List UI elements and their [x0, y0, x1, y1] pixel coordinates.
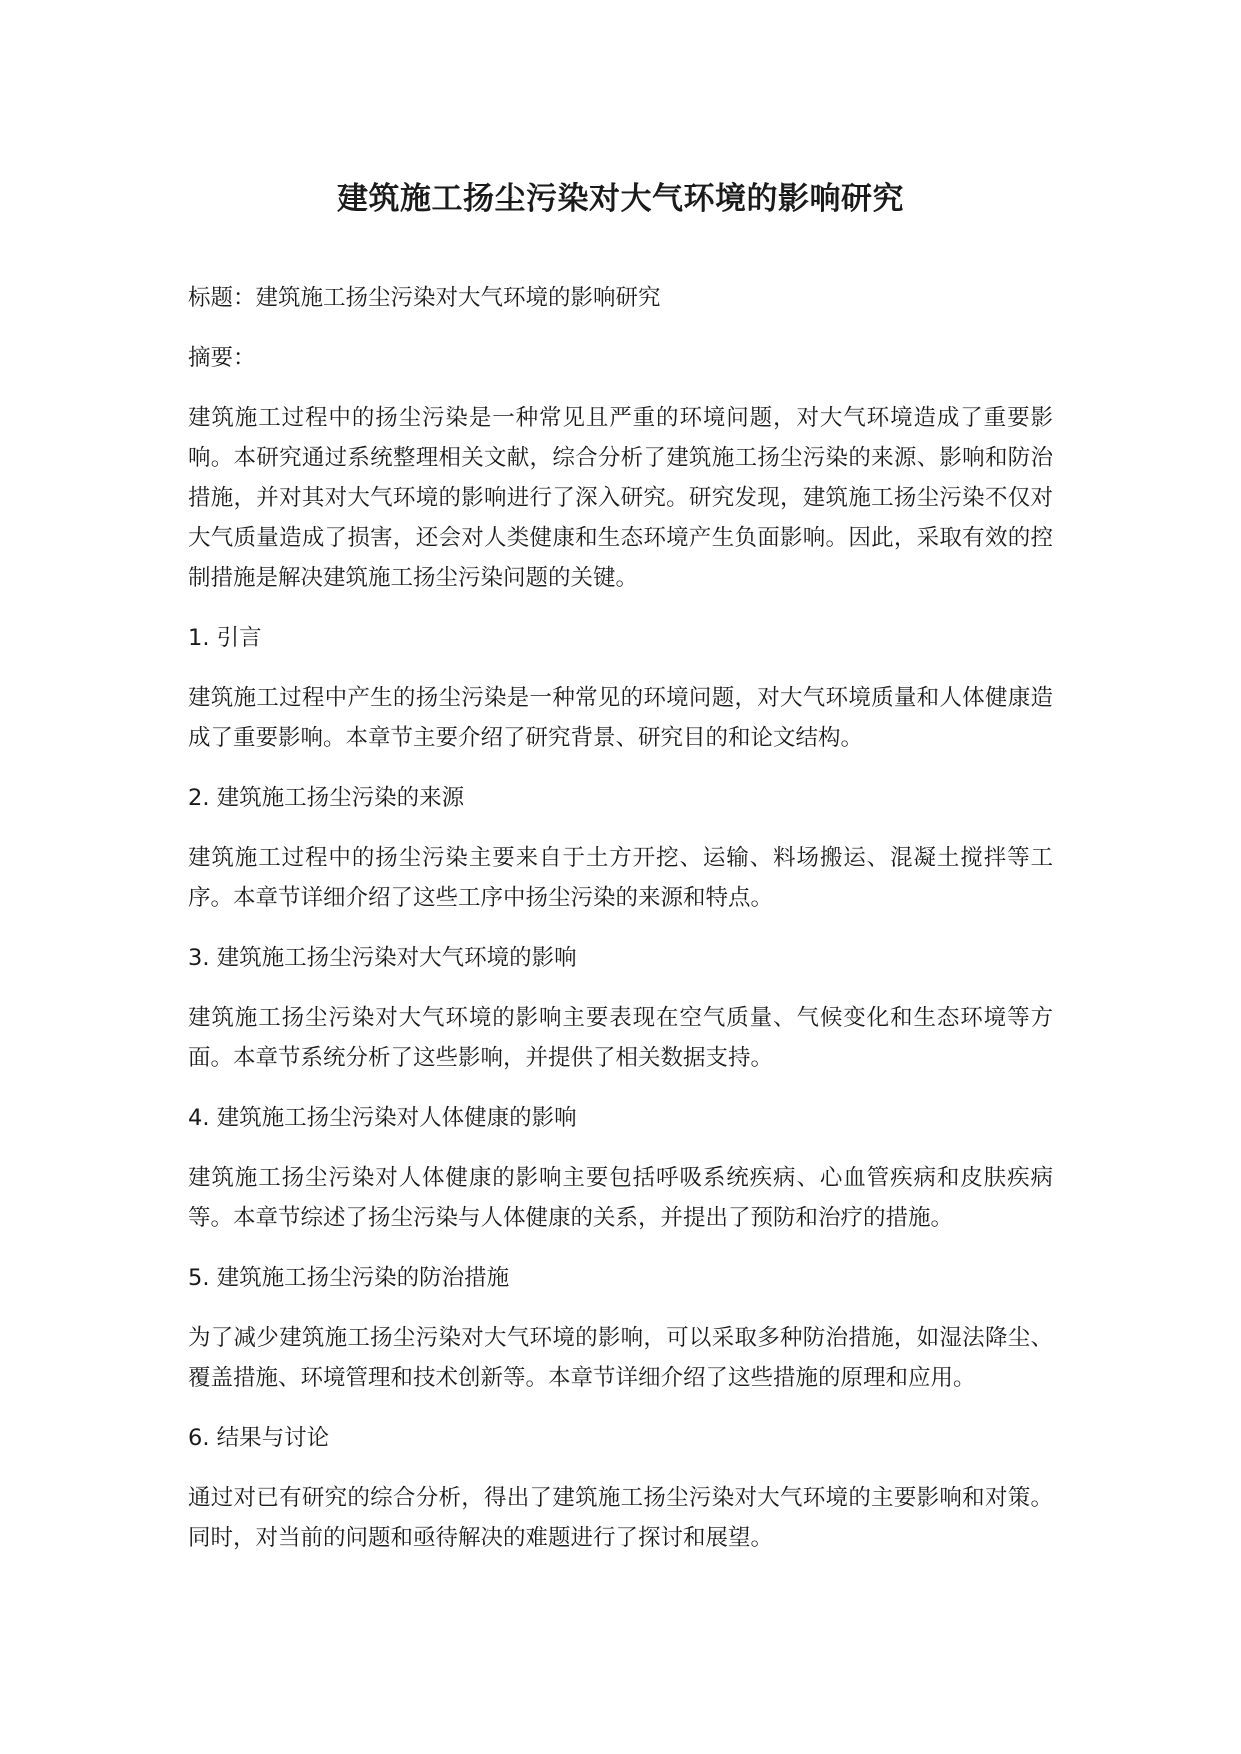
section-heading-prevention: 5. 建筑施工扬尘污染的防治措施 — [188, 1265, 510, 1291]
section-heading-results: 6. 结果与讨论 — [188, 1425, 330, 1451]
section-body-introduction: 建筑施工过程中产生的扬尘污染是一种常见的环境问题，对大气环境质量和人体健康造成了重要影响。本章节主要介绍了研究背景、研究目的和论文结构。 — [188, 685, 1053, 751]
section-body-results: 通过对已有研究的综合分析，得出了建筑施工扬尘污染对大气环境的主要影响和对策。同时，对当前的问题和亟待解决的难题进行了探讨和展望。 — [188, 1485, 1053, 1551]
abstract-text: 建筑施工过程中的扬尘污染是一种常见且严重的环境问题，对大气环境造成了重要影响。本研究通过系统整理相关文献，综合分析了建筑施工扬尘污染的来源、影响和防治措施，并对其对大气环境的影响进行了深入研究。研究发现，建筑施工扬尘污染不仅对大气质量造成了损害，还会对人类健康和生态环境产生负面影响。因此，采取有效的控制措施是解决建筑施工扬尘污染问题的关键。 — [188, 405, 1053, 591]
section-body-sources: 建筑施工过程中的扬尘污染主要来自于土方开挖、运输、料场搬运、混凝土搅拌等工序。本章节详细介绍了这些工序中扬尘污染的来源和特点。 — [188, 845, 1053, 911]
page-title: 建筑施工扬尘污染对大气环境的影响研究 — [337, 181, 904, 217]
section-body-atmosphere-impact: 建筑施工扬尘污染对大气环境的影响主要表现在空气质量、气候变化和生态环境等方面。本章节系统分析了这些影响，并提供了相关数据支持。 — [188, 1005, 1053, 1071]
section-heading-atmosphere-impact: 3. 建筑施工扬尘污染对大气环境的影响 — [188, 945, 577, 971]
section-body-prevention: 为了减少建筑施工扬尘污染对大气环境的影响，可以采取多种防治措施，如湿法降尘、覆盖措施、环境管理和技术创新等。本章节详细介绍了这些措施的原理和应用。 — [188, 1325, 1053, 1391]
section-heading-sources: 2. 建筑施工扬尘污染的来源 — [188, 785, 465, 811]
document-body — [188, 278, 1053, 1558]
section-body-health-impact: 建筑施工扬尘污染对人体健康的影响主要包括呼吸系统疾病、心血管疾病和皮肤疾病等。本章节综述了扬尘污染与人体健康的关系，并提出了预防和治疗的措施。 — [188, 1165, 1053, 1231]
section-heading-introduction: 1. 引言 — [188, 625, 262, 651]
abstract-label: 摘要： — [188, 345, 256, 371]
section-heading-health-impact: 4. 建筑施工扬尘污染对人体健康的影响 — [188, 1105, 577, 1131]
title-line: 标题：建筑施工扬尘污染对大气环境的影响研究 — [188, 285, 661, 311]
